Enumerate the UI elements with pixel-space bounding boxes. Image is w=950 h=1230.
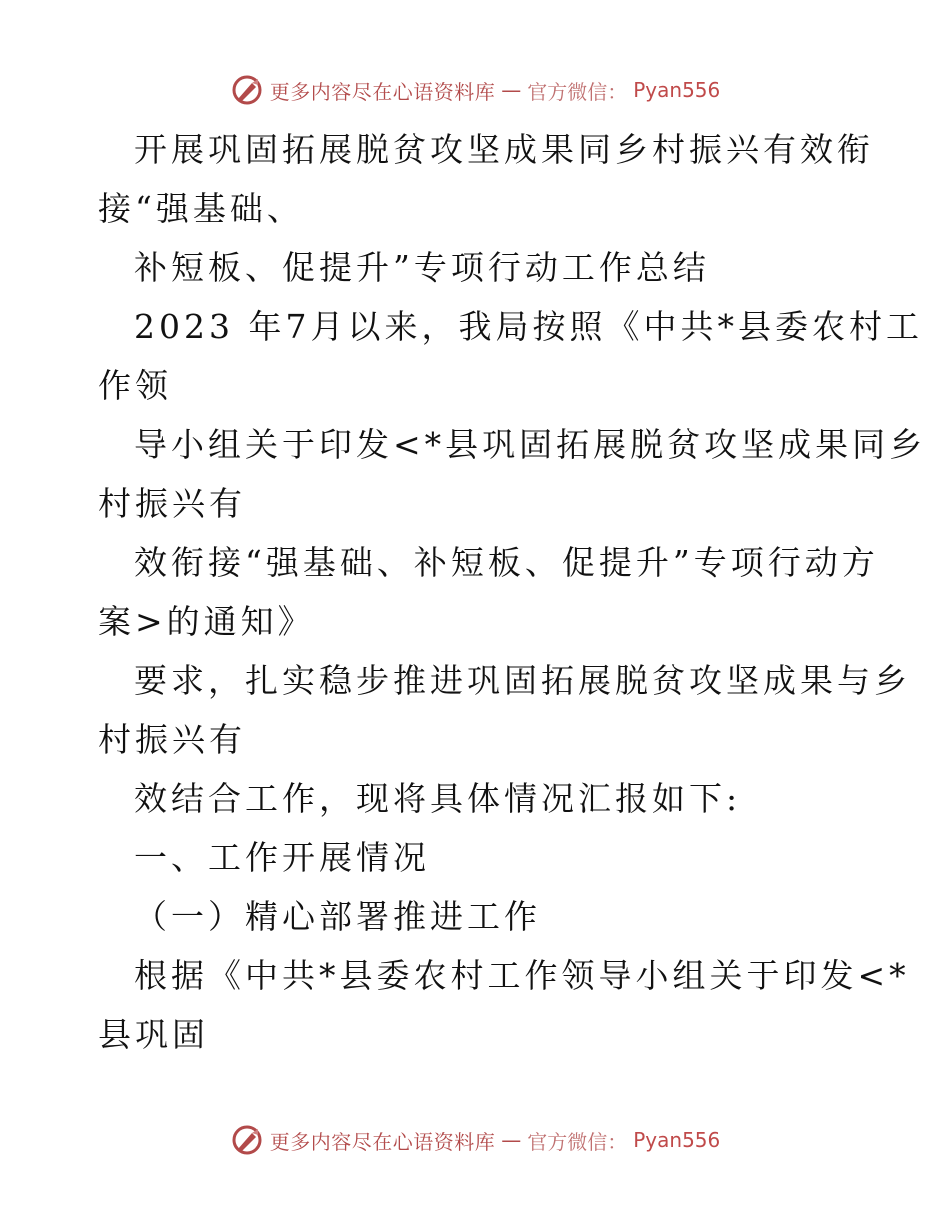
text-line: 导小组关于印发<*县巩固拓展脱贫攻坚成果同乡 [134,425,927,464]
text-line: 根据《中共*县委农村工作领导小组关于印发<* [134,956,910,995]
text-line: 村振兴有 [98,720,246,759]
text-line: 要求，扎实稳步推进巩固拓展脱贫攻坚成果与乡 [134,661,911,700]
text-line: 效衔接“强基础、补短板、促提升”专项行动方 [134,543,879,582]
watermark-id: Pyan556 [633,1128,721,1152]
document-body [98,120,927,1064]
text-line: 效结合工作，现将具体情况汇报如下: [134,779,742,818]
pen-logo-icon [230,73,264,107]
text-line: 案>的通知》 [98,602,315,641]
text-line: 开展巩固拓展脱贫攻坚成果同乡村振兴有效衔 [134,130,874,169]
pen-logo-icon [230,1123,264,1157]
section-heading: 一、工作开展情况 [134,838,430,877]
watermark-label: 官方微信： [527,79,628,104]
text-line: 2023 年7月以来，我局按照《中共*县委农村工 [134,307,923,346]
text-line: 村振兴有 [98,484,246,523]
header-watermark [0,70,950,110]
text-line: 接“强基础、 [98,189,304,228]
watermark-label: 官方微信： [527,1129,628,1154]
subsection-heading: （一）精心部署推进工作 [134,897,541,936]
text-line: 作领 [98,366,172,405]
watermark-separator: — [501,1128,522,1152]
watermark-id: Pyan556 [633,78,721,102]
text-line: 补短板、促提升”专项行动工作总结 [134,248,710,287]
watermark-separator: — [501,78,522,102]
footer-watermark [0,1120,950,1160]
watermark-text: 更多内容尽在心语资料库 [269,79,496,104]
text-line: 县巩固 [98,1015,209,1054]
watermark-text: 更多内容尽在心语资料库 [269,1129,496,1154]
